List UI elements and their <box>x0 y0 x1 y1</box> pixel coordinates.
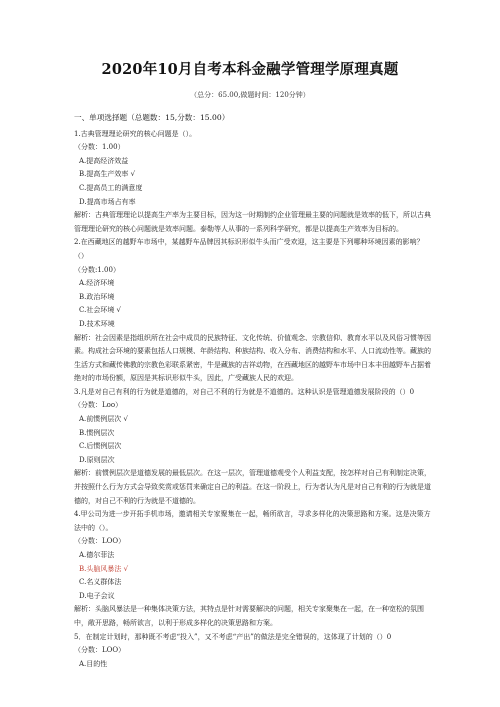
option-a: A.提高经济效益 <box>79 156 129 165</box>
option-d: D.提高市场占有率 <box>79 197 136 206</box>
question-score: （分数：1.00） <box>74 143 125 152</box>
option-c: C.名义群体法 <box>79 578 122 587</box>
option-c: C.提高员工的满意度 <box>79 183 143 192</box>
document-title: 2020年10月自考本科金融学管理学原理真题 <box>101 61 399 78</box>
option-d: D.电子会议 <box>79 591 115 600</box>
option-d: D.原则层次 <box>79 455 115 464</box>
section-heading: 一、单项选择题（总题数：15,分数：15.00） <box>74 113 230 122</box>
question-5 <box>74 631 434 672</box>
question-analysis: 解析：古典管理理论以提高生产率为主要目标，因为这一时期制约企业管理最主要的问题就是效率的低下，所以古典管理理论研究的核心问题就是效率问题。泰勒等人从事的一系列科学研究，都是以提高生产效率为目标的。 <box>74 211 431 233</box>
question-analysis: 解析：社会因素是指组织所在社会中成员的民族特征、文化传统、价值观念、宗教信仰、教育水平以及风俗习惯等因素。构成社会环境的要素包括人口规模、年龄结构、种族结构、收入分布、消费结构和水平、人口流动性等。藏族的生活方式和藏传佛教的宗教色彩联系紧密，牛是藏族的吉祥动物，在西藏地区的越野车市场中日本丰田越野车占据着绝对的市场份额，原因是其标识形似牛头，因此，广受藏族人民的欢迎。 <box>74 333 431 383</box>
question-analysis: 解析：前惯例层次是道德发展的最低层次。在这一层次，管理道德观受个人利益支配，按怎样对自己有利制定决策，并按照什么行为方式会导致奖赏或惩罚来确定自己的利益。在这一阶段上，行为者认为凡是对自己有利的行为就是道德的，对自己不利的行为就是不道德的。 <box>74 469 431 505</box>
question-stem: 3.凡是对自己有利的行为就是道德的，对自己不利的行为就是不道德的。这种认识是管理道德发展阶段的（）0 <box>74 387 415 396</box>
document-body <box>74 111 434 671</box>
question-score: （分数：LOO） <box>74 537 126 546</box>
option-d: D.技术环境 <box>79 319 115 328</box>
option-c: C.社会环境 √ <box>79 306 122 315</box>
question-score: （分数：Loo） <box>74 401 123 410</box>
question-stem: 1.古典管理理论研究的核心问题是（）。 <box>74 129 197 138</box>
option-a: A.前惯例层次 √ <box>79 415 128 424</box>
option-a: A.德尔菲法 <box>79 551 115 559</box>
question-1 <box>74 128 434 237</box>
option-a: A.经济环境 <box>79 279 115 288</box>
question-4 <box>74 508 434 630</box>
question-analysis: 解析：头脑风暴法是一种集体决策方法，其特点是针对需要解决的问题，相关专家聚集在一起，在一种宽松的氛围中，敞开思路，畅所欲言，以利于形成多样化的决策思路和方案。 <box>74 605 424 627</box>
question-3 <box>74 386 434 508</box>
option-b: B.提高生产效率 √ <box>79 170 136 179</box>
option-b: B.政治环境 <box>79 292 115 301</box>
question-stem: 2.在西藏地区的越野车市场中，某越野车品牌因其标识形似牛头而广受欢迎，这主要是下列哪种环境因素的影响？（） <box>74 238 424 260</box>
question-2 <box>74 236 434 386</box>
question-stem: 4.甲公司为进一步开拓手机市场，邀请相关专家聚集在一起，畅所欲言，寻求多样化的决策思路和方案。这是决策方法中的（）。 <box>74 510 431 532</box>
option-c: C.后惯例层次 <box>79 442 122 451</box>
option-b: B.惯例层次 <box>79 428 115 437</box>
option-b: B.头脑风暴法 √ <box>79 564 129 573</box>
exam-meta: （总分：65.00,做题时间：120分钟） <box>190 91 310 99</box>
question-score: （分数:1.00） <box>74 265 120 274</box>
question-score: （分数：LOO） <box>74 646 126 655</box>
question-stem: 5．在制定计划时，那种既不考虑“投入”，又不考虑“产出”的做法是完全错误的，这体现了计划的（）0 <box>74 632 392 641</box>
option-a: A.目的性 <box>79 659 108 668</box>
